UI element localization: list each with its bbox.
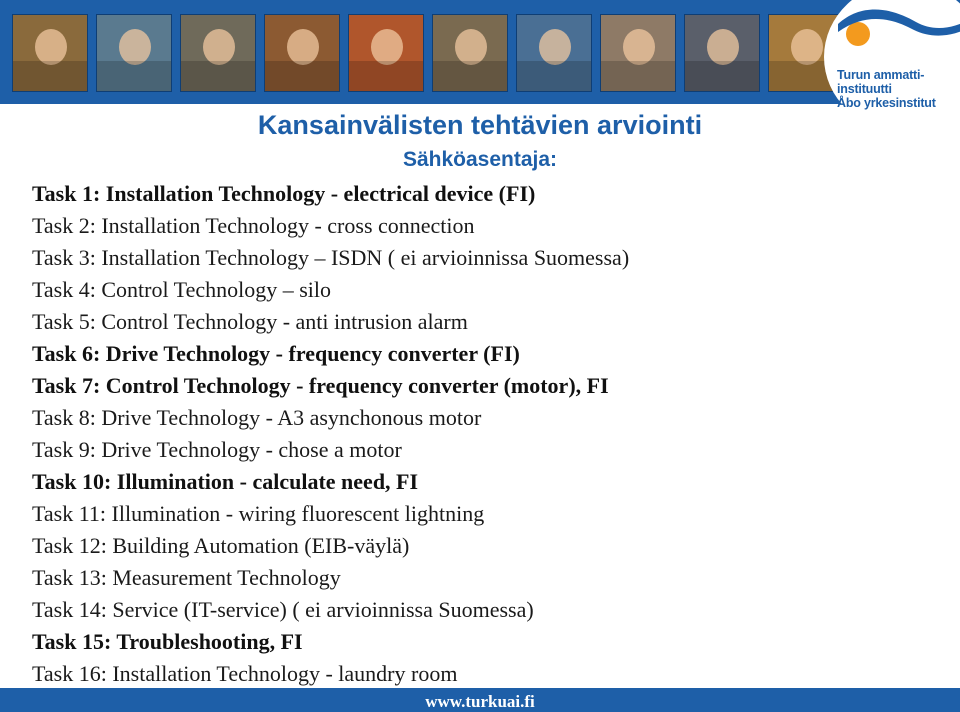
task-item: Task 6: Drive Technology - frequency converter (FI) — [32, 341, 520, 366]
task-item: Task 4: Control Technology – silo — [32, 277, 331, 302]
task-item: Task 16: Installation Technology - laundry room — [32, 661, 458, 686]
logo-mark-icon — [832, 4, 960, 48]
header-photo — [684, 14, 760, 92]
task-list — [32, 178, 932, 690]
photo-shade — [601, 61, 675, 91]
school-name-fi: Turun ammatti-instituutti — [837, 68, 925, 96]
header-photo — [180, 14, 256, 92]
photo-figure-icon — [455, 29, 487, 65]
photo-shade — [181, 61, 255, 91]
task-item: Task 10: Illumination - calculate need, FI — [32, 469, 419, 494]
header-photo — [432, 14, 508, 92]
task-item: Task 2: Installation Technology - cross connection — [32, 213, 475, 238]
header-photo — [12, 14, 88, 92]
task-item: Task 11: Illumination - wiring fluorescent lightning — [32, 501, 485, 526]
photo-figure-icon — [119, 29, 151, 65]
header-photo — [600, 14, 676, 92]
photo-shade — [433, 61, 507, 91]
photo-figure-icon — [371, 29, 403, 65]
photo-figure-icon — [623, 29, 655, 65]
task-item: Task 14: Service (IT-service) ( ei arvioinnissa Suomessa) — [32, 597, 534, 622]
school-name — [837, 68, 960, 110]
photo-figure-icon — [707, 29, 739, 65]
photo-shade — [265, 61, 339, 91]
header-banner — [0, 0, 960, 104]
task-item: Task 7: Control Technology - frequency converter (motor), FI — [32, 373, 609, 398]
subtitle: Sähköasentaja: — [402, 148, 558, 171]
photo-figure-icon — [203, 29, 235, 65]
task-item: Task 13: Measurement Technology — [32, 565, 341, 590]
task-item: Task 3: Installation Technology – ISDN ( ei arvioinnissa Suomessa) — [32, 245, 630, 270]
photo-shade — [97, 61, 171, 91]
header-photo — [516, 14, 592, 92]
photo-shade — [13, 61, 87, 91]
task-item: Task 1: Installation Technology - electrical device (FI) — [32, 181, 536, 206]
task-item: Task 12: Building Automation (EIB-väylä) — [32, 533, 410, 558]
photo-shade — [349, 61, 423, 91]
task-item: Task 8: Drive Technology - A3 asynchonous motor — [32, 405, 482, 430]
photo-shade — [685, 61, 759, 91]
task-item: Task 9: Drive Technology - chose a motor — [32, 437, 402, 462]
photo-strip — [12, 14, 844, 92]
photo-figure-icon — [539, 29, 571, 65]
task-item: Task 5: Control Technology - anti intrusion alarm — [32, 309, 468, 334]
header-photo — [96, 14, 172, 92]
footer-url-link[interactable]: www.turkuai.fi — [425, 692, 535, 711]
page-title: Kansainvälisten tehtävien arviointi — [257, 110, 703, 140]
school-name-sv: Åbo yrkesinstitut — [837, 96, 936, 110]
header-photo — [348, 14, 424, 92]
photo-figure-icon — [791, 29, 823, 65]
header-photo — [264, 14, 340, 92]
photo-shade — [517, 61, 591, 91]
task-item: Task 15: Troubleshooting, FI — [32, 629, 303, 654]
photo-figure-icon — [35, 29, 67, 65]
photo-figure-icon — [287, 29, 319, 65]
